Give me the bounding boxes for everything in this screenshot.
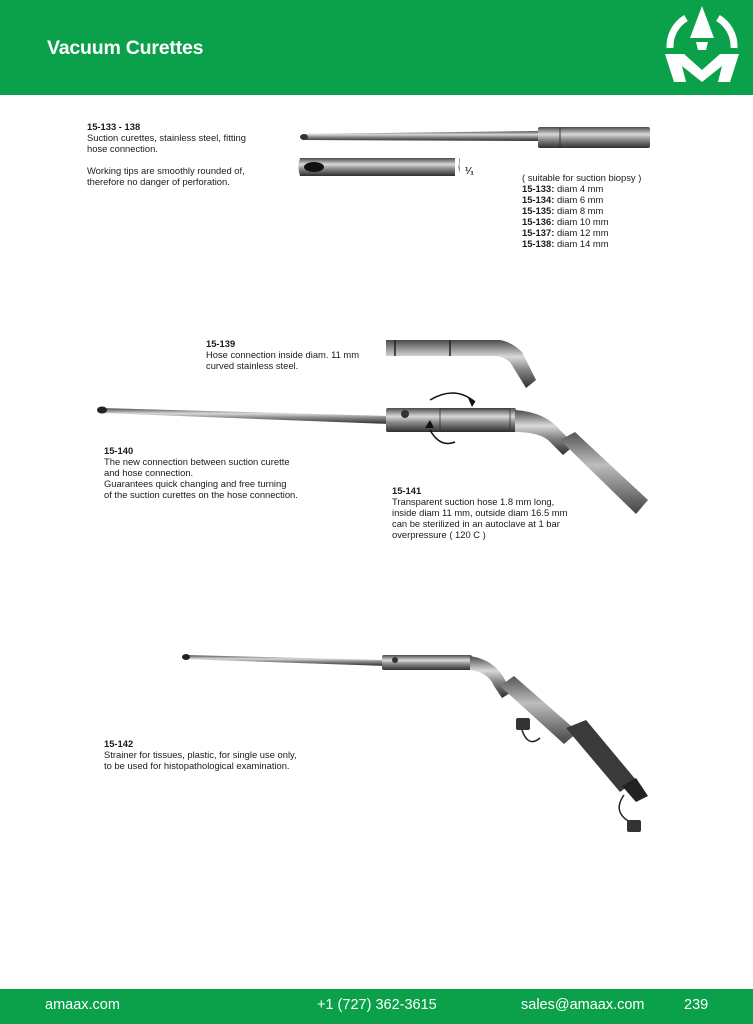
size-list-intro: ( suitable for suction biopsy ) xyxy=(522,172,642,183)
product-block-15-141 xyxy=(392,485,567,540)
product-desc-line: hose connection. xyxy=(87,143,158,154)
product-desc-line: Hose connection inside diam. 11 mm xyxy=(206,349,360,360)
product-desc-line: The new connection between suction curette xyxy=(104,456,290,467)
product-desc-line: curved stainless steel. xyxy=(206,360,299,371)
product-block-15-139 xyxy=(206,338,359,371)
product-desc-line: to be used for histopathological examination. xyxy=(104,760,290,771)
product-desc-line: of the suction curettes on the hose connection. xyxy=(104,489,298,500)
product-desc-line: inside diam 11 mm, outside diam 16.5 mm xyxy=(392,507,568,518)
page-footer xyxy=(0,989,753,1024)
product-desc-line: therefore no danger of perforation. xyxy=(87,176,230,187)
phone-link[interactable]: +1 (727) 362-3615 xyxy=(317,997,437,1013)
size-list xyxy=(522,172,641,249)
product-block-15-140 xyxy=(104,445,298,500)
curette-tip-detail-image xyxy=(299,156,463,178)
size-item: 15-137: diam 12 mm xyxy=(522,227,609,238)
size-item: 15-138: diam 14 mm xyxy=(522,238,609,249)
size-item: 15-134: diam 6 mm xyxy=(522,194,604,205)
product-desc-line: Strainer for tissues, plastic, for single use only, xyxy=(104,749,297,760)
product-desc-line: can be sterilized in an autoclave at 1 bar xyxy=(392,518,560,529)
website-link[interactable]: amaax.com xyxy=(45,997,120,1013)
size-item: 15-133: diam 4 mm xyxy=(522,183,604,194)
size-item: 15-136: diam 10 mm xyxy=(522,216,609,227)
product-code: 15-140 xyxy=(104,445,134,456)
product-code: 15-141 xyxy=(392,485,422,496)
product-desc-line: Suction curettes, stainless steel, fitting xyxy=(87,132,246,143)
product-block-15-142 xyxy=(104,738,297,771)
page-title: Vacuum Curettes xyxy=(47,37,204,59)
product-code: 15-142 xyxy=(104,738,134,749)
product-code: 15-133 - 138 xyxy=(87,121,141,132)
product-desc-line: Transparent suction hose 1.8 mm long, xyxy=(392,496,555,507)
product-desc-line: Guarantees quick changing and free turning xyxy=(104,478,287,489)
email-link[interactable]: sales@amaax.com xyxy=(521,997,645,1013)
size-item: 15-135: diam 8 mm xyxy=(522,205,604,216)
scale-mark: ¹⁄₁ xyxy=(465,166,475,177)
product-desc-line: overpressure ( 120 C ) xyxy=(392,529,486,540)
product-desc-line: and hose connection. xyxy=(104,467,194,478)
product-code: 15-139 xyxy=(206,338,236,349)
product-block-15-133 xyxy=(87,121,246,187)
hose-connection-15-139-image xyxy=(386,340,536,388)
product-desc-line: Working tips are smoothly rounded of, xyxy=(87,165,245,176)
curette-15-133-image xyxy=(300,127,650,148)
page-number: 239 xyxy=(684,997,709,1013)
